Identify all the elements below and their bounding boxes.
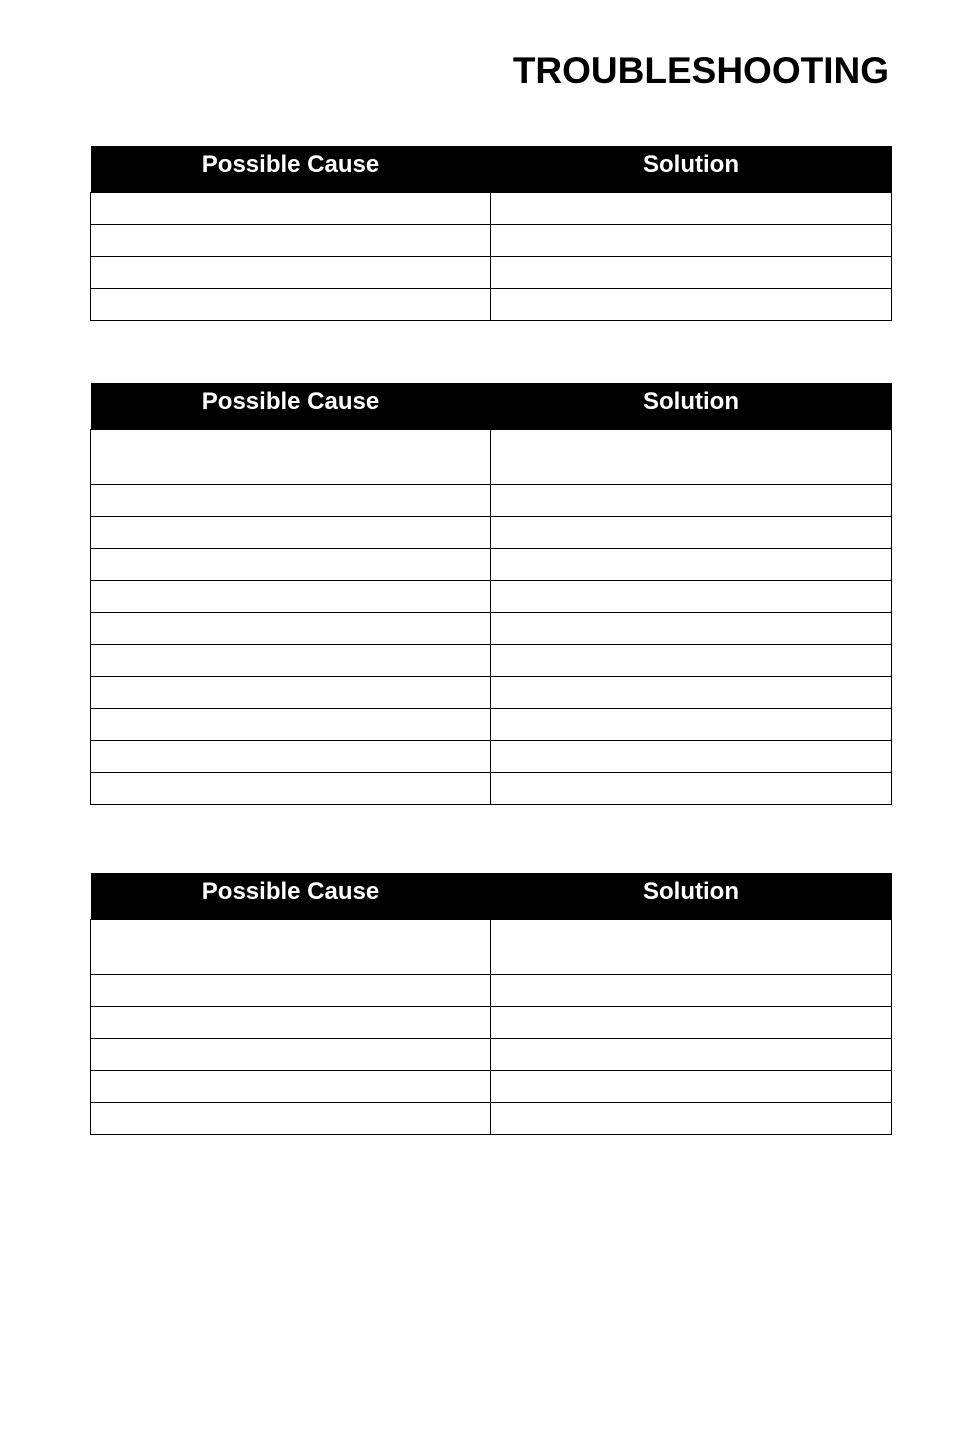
cause-cell — [91, 709, 491, 741]
solution-cell — [491, 975, 892, 1007]
cause-cell — [91, 773, 491, 805]
solution-cell — [491, 257, 892, 289]
table-row — [91, 430, 892, 485]
table-row — [91, 677, 892, 709]
solution-cell — [491, 485, 892, 517]
solution-cell — [491, 709, 892, 741]
table-row — [91, 1071, 892, 1103]
header-solution: Solution — [491, 146, 892, 193]
table-row — [91, 225, 892, 257]
cause-cell — [91, 645, 491, 677]
cause-cell — [91, 225, 491, 257]
cause-cell — [91, 289, 491, 321]
table-header — [91, 383, 892, 430]
cause-cell — [91, 1007, 491, 1039]
page-title: TROUBLESHOOTING — [512, 50, 889, 91]
table-row — [91, 975, 892, 1007]
solution-cell — [491, 517, 892, 549]
cause-cell — [91, 1039, 491, 1071]
solution-cell — [491, 741, 892, 773]
solution-cell — [491, 613, 892, 645]
table-row — [91, 1103, 892, 1135]
cause-cell — [91, 613, 491, 645]
cause-cell — [91, 517, 491, 549]
solution-cell — [491, 1071, 892, 1103]
solution-cell — [491, 645, 892, 677]
table-header — [91, 146, 892, 193]
table-row — [91, 581, 892, 613]
troubleshooting-table-2 — [90, 383, 892, 805]
solution-cell — [491, 193, 892, 225]
cause-cell — [91, 975, 491, 1007]
solution-cell — [491, 773, 892, 805]
table-row — [91, 257, 892, 289]
table-row — [91, 517, 892, 549]
solution-cell — [491, 1103, 892, 1135]
cause-cell — [91, 257, 491, 289]
table-row — [91, 1007, 892, 1039]
header-solution: Solution — [491, 383, 892, 430]
table-row — [91, 773, 892, 805]
table-row — [91, 485, 892, 517]
cause-cell — [91, 549, 491, 581]
solution-cell — [491, 581, 892, 613]
table-row — [91, 709, 892, 741]
table-row — [91, 549, 892, 581]
solution-cell — [491, 677, 892, 709]
solution-cell — [491, 225, 892, 257]
header-possible-cause: Possible Cause — [91, 146, 491, 193]
troubleshooting-table-1 — [90, 146, 892, 321]
table-row — [91, 645, 892, 677]
cause-cell — [91, 1071, 491, 1103]
cause-cell — [91, 1103, 491, 1135]
header-possible-cause: Possible Cause — [91, 383, 491, 430]
solution-cell — [491, 1007, 892, 1039]
table-row — [91, 920, 892, 975]
table-row — [91, 1039, 892, 1071]
cause-cell — [91, 581, 491, 613]
solution-cell — [491, 920, 892, 975]
cause-cell — [91, 193, 491, 225]
header-solution: Solution — [491, 873, 892, 920]
table-row — [91, 289, 892, 321]
table-row — [91, 193, 892, 225]
solution-cell — [491, 289, 892, 321]
table-header — [91, 873, 892, 920]
cause-cell — [91, 741, 491, 773]
troubleshooting-table-3 — [90, 873, 892, 1135]
table-row — [91, 613, 892, 645]
solution-cell — [491, 549, 892, 581]
header-possible-cause: Possible Cause — [91, 873, 491, 920]
cause-cell — [91, 485, 491, 517]
cause-cell — [91, 677, 491, 709]
cause-cell — [91, 920, 491, 975]
table-row — [91, 741, 892, 773]
cause-cell — [91, 430, 491, 485]
solution-cell — [491, 1039, 892, 1071]
solution-cell — [491, 430, 892, 485]
